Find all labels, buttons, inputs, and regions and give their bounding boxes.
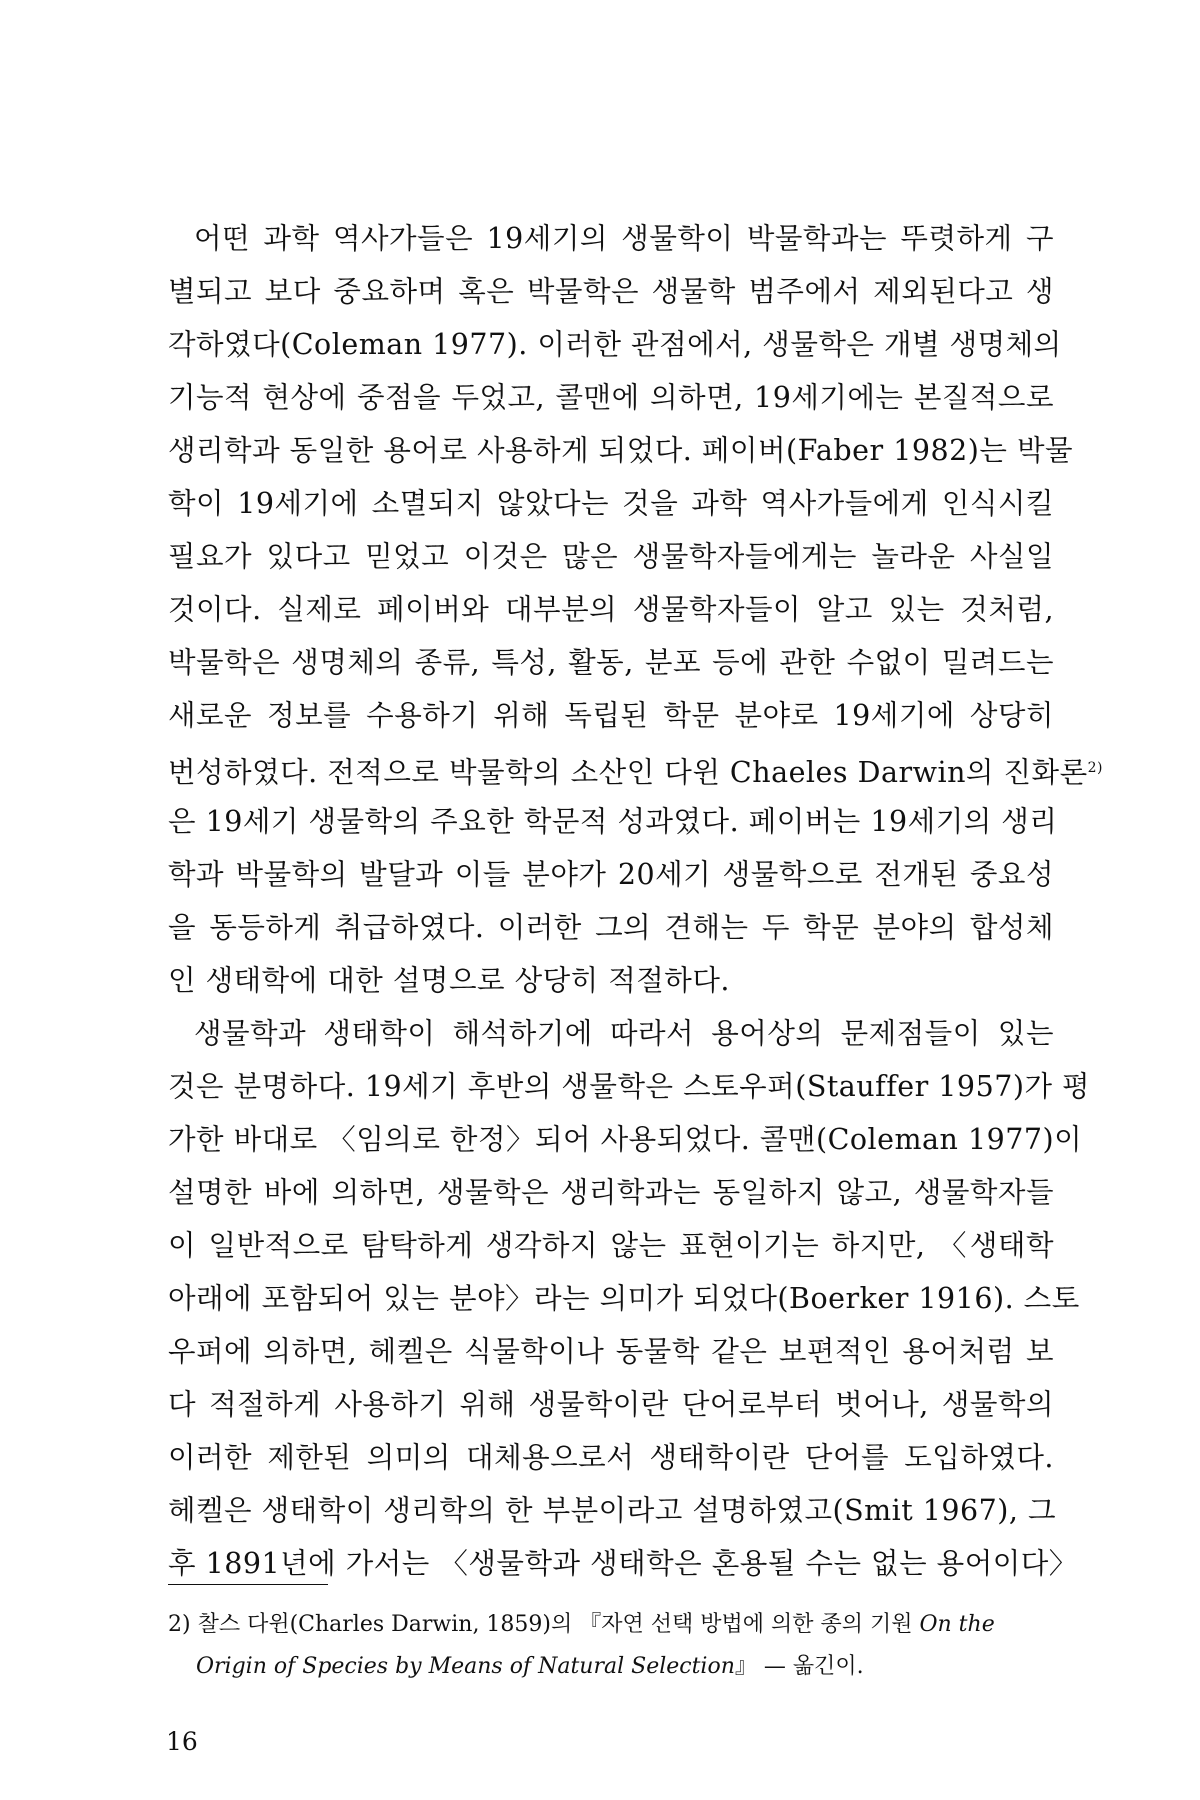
paragraph-1 xyxy=(168,212,1103,1007)
text-line: 이 일반적으로 탐탁하게 생각하지 않는 표현이기는 하지만, 〈생태학 xyxy=(168,1229,1054,1262)
text-line: 후 1891년에 가서는 〈생물학과 생태학은 혼용될 수는 없는 용어이다〉 xyxy=(168,1547,1078,1580)
text-line: 설명한 바에 의하면, 생물학은 생리학과는 동일하지 않고, 생물학자들 xyxy=(168,1176,1054,1209)
text-line-content: 번성하였다. 전적으로 박물학의 소산인 다윈 Chaeles Darwin의 진화론 xyxy=(168,756,1088,789)
footnote-line-2 xyxy=(168,1646,1054,1688)
text-line: 어떤 과학 역사가들은 19세기의 생물학이 박물학과는 뚜렷하게 구 xyxy=(194,222,1054,255)
footnote xyxy=(168,1604,1054,1688)
text-line: 기능적 현상에 중점을 두었고, 콜맨에 의하면, 19세기에는 본질적으로 xyxy=(168,381,1054,414)
text-line: 이러한 제한된 의미의 대체용으로서 생태학이란 단어를 도입하였다. xyxy=(168,1441,1054,1474)
footnote-title-italic: On the xyxy=(919,1612,995,1637)
text-line: 것은 분명하다. 19세기 후반의 생물학은 스토우퍼(Stauffer 1957)가 평 xyxy=(168,1070,1091,1103)
footnote-title-italic: Origin of Species by Means of Natural Selection xyxy=(196,1654,735,1679)
footnote-line-1 xyxy=(168,1604,1054,1646)
text-line: 아래에 포함되어 있는 분야〉라는 의미가 되었다(Boerker 1916). 스토 xyxy=(168,1282,1080,1315)
text-line: 을 동등하게 취급하였다. 이러한 그의 견해는 두 학문 분야의 합성체 xyxy=(168,911,1054,944)
text-line: 생리학과 동일한 용어로 사용하게 되었다. 페이버(Faber 1982)는 박물 xyxy=(168,434,1074,467)
text-line: 가한 바대로 〈임의로 한정〉되어 사용되었다. 콜맨(Coleman 1977)이 xyxy=(168,1123,1083,1156)
paragraph-2 xyxy=(168,1007,1091,1590)
text-line: 별되고 보다 중요하며 혹은 박물학은 생물학 범주에서 제외된다고 생 xyxy=(168,275,1054,308)
text-line: 필요가 있다고 믿었고 이것은 많은 생물학자들에게는 놀라운 사실일 xyxy=(168,540,1054,573)
page-number: 16 xyxy=(166,1727,198,1756)
text-line: 인 생태학에 대한 설명으로 상당히 적절하다. xyxy=(168,964,730,997)
text-line: 것이다. 실제로 페이버와 대부분의 생물학자들이 알고 있는 것처럼, xyxy=(168,593,1054,626)
text-line: 새로운 정보를 수용하기 위해 독립된 학문 분야로 19세기에 상당히 xyxy=(168,699,1054,732)
text-line: 헤켈은 생태학이 생리학의 한 부분이라고 설명하였고(Smit 1967), 그 xyxy=(168,1494,1057,1527)
body-text xyxy=(168,212,1103,1590)
text-line: 박물학은 생명체의 종류, 특성, 활동, 분포 등에 관한 수없이 밀려드는 xyxy=(168,646,1054,679)
text-line: 우퍼에 의하면, 헤켈은 식물학이나 동물학 같은 보편적인 용어처럼 보 xyxy=(168,1335,1054,1368)
text-line: 다 적절하게 사용하기 위해 생물학이란 단어로부터 벗어나, 생물학의 xyxy=(168,1388,1054,1421)
text-line: 각하였다(Coleman 1977). 이러한 관점에서, 생물학은 개별 생명체의 xyxy=(168,328,1062,361)
text-line-with-footnote xyxy=(168,742,1103,795)
text-line: 학과 박물학의 발달과 이들 분야가 20세기 생물학으로 전개된 중요성 xyxy=(168,858,1054,891)
footnote-text: 』 — 옮긴이. xyxy=(734,1654,864,1679)
footnote-text: 2) 찰스 다윈(Charles Darwin, 1859)의 『자연 선택 방법에 의한 종의 기원 xyxy=(168,1612,920,1637)
text-line: 생물학과 생태학이 해석하기에 따라서 용어상의 문제점들이 있는 xyxy=(194,1017,1054,1050)
footnote-reference[interactable]: 2) xyxy=(1087,760,1103,776)
text-line: 학이 19세기에 소멸되지 않았다는 것을 과학 역사가들에게 인식시킬 xyxy=(168,487,1054,520)
footnote-divider xyxy=(168,1584,328,1585)
text-line: 은 19세기 생물학의 주요한 학문적 성과였다. 페이버는 19세기의 생리 xyxy=(168,805,1058,838)
